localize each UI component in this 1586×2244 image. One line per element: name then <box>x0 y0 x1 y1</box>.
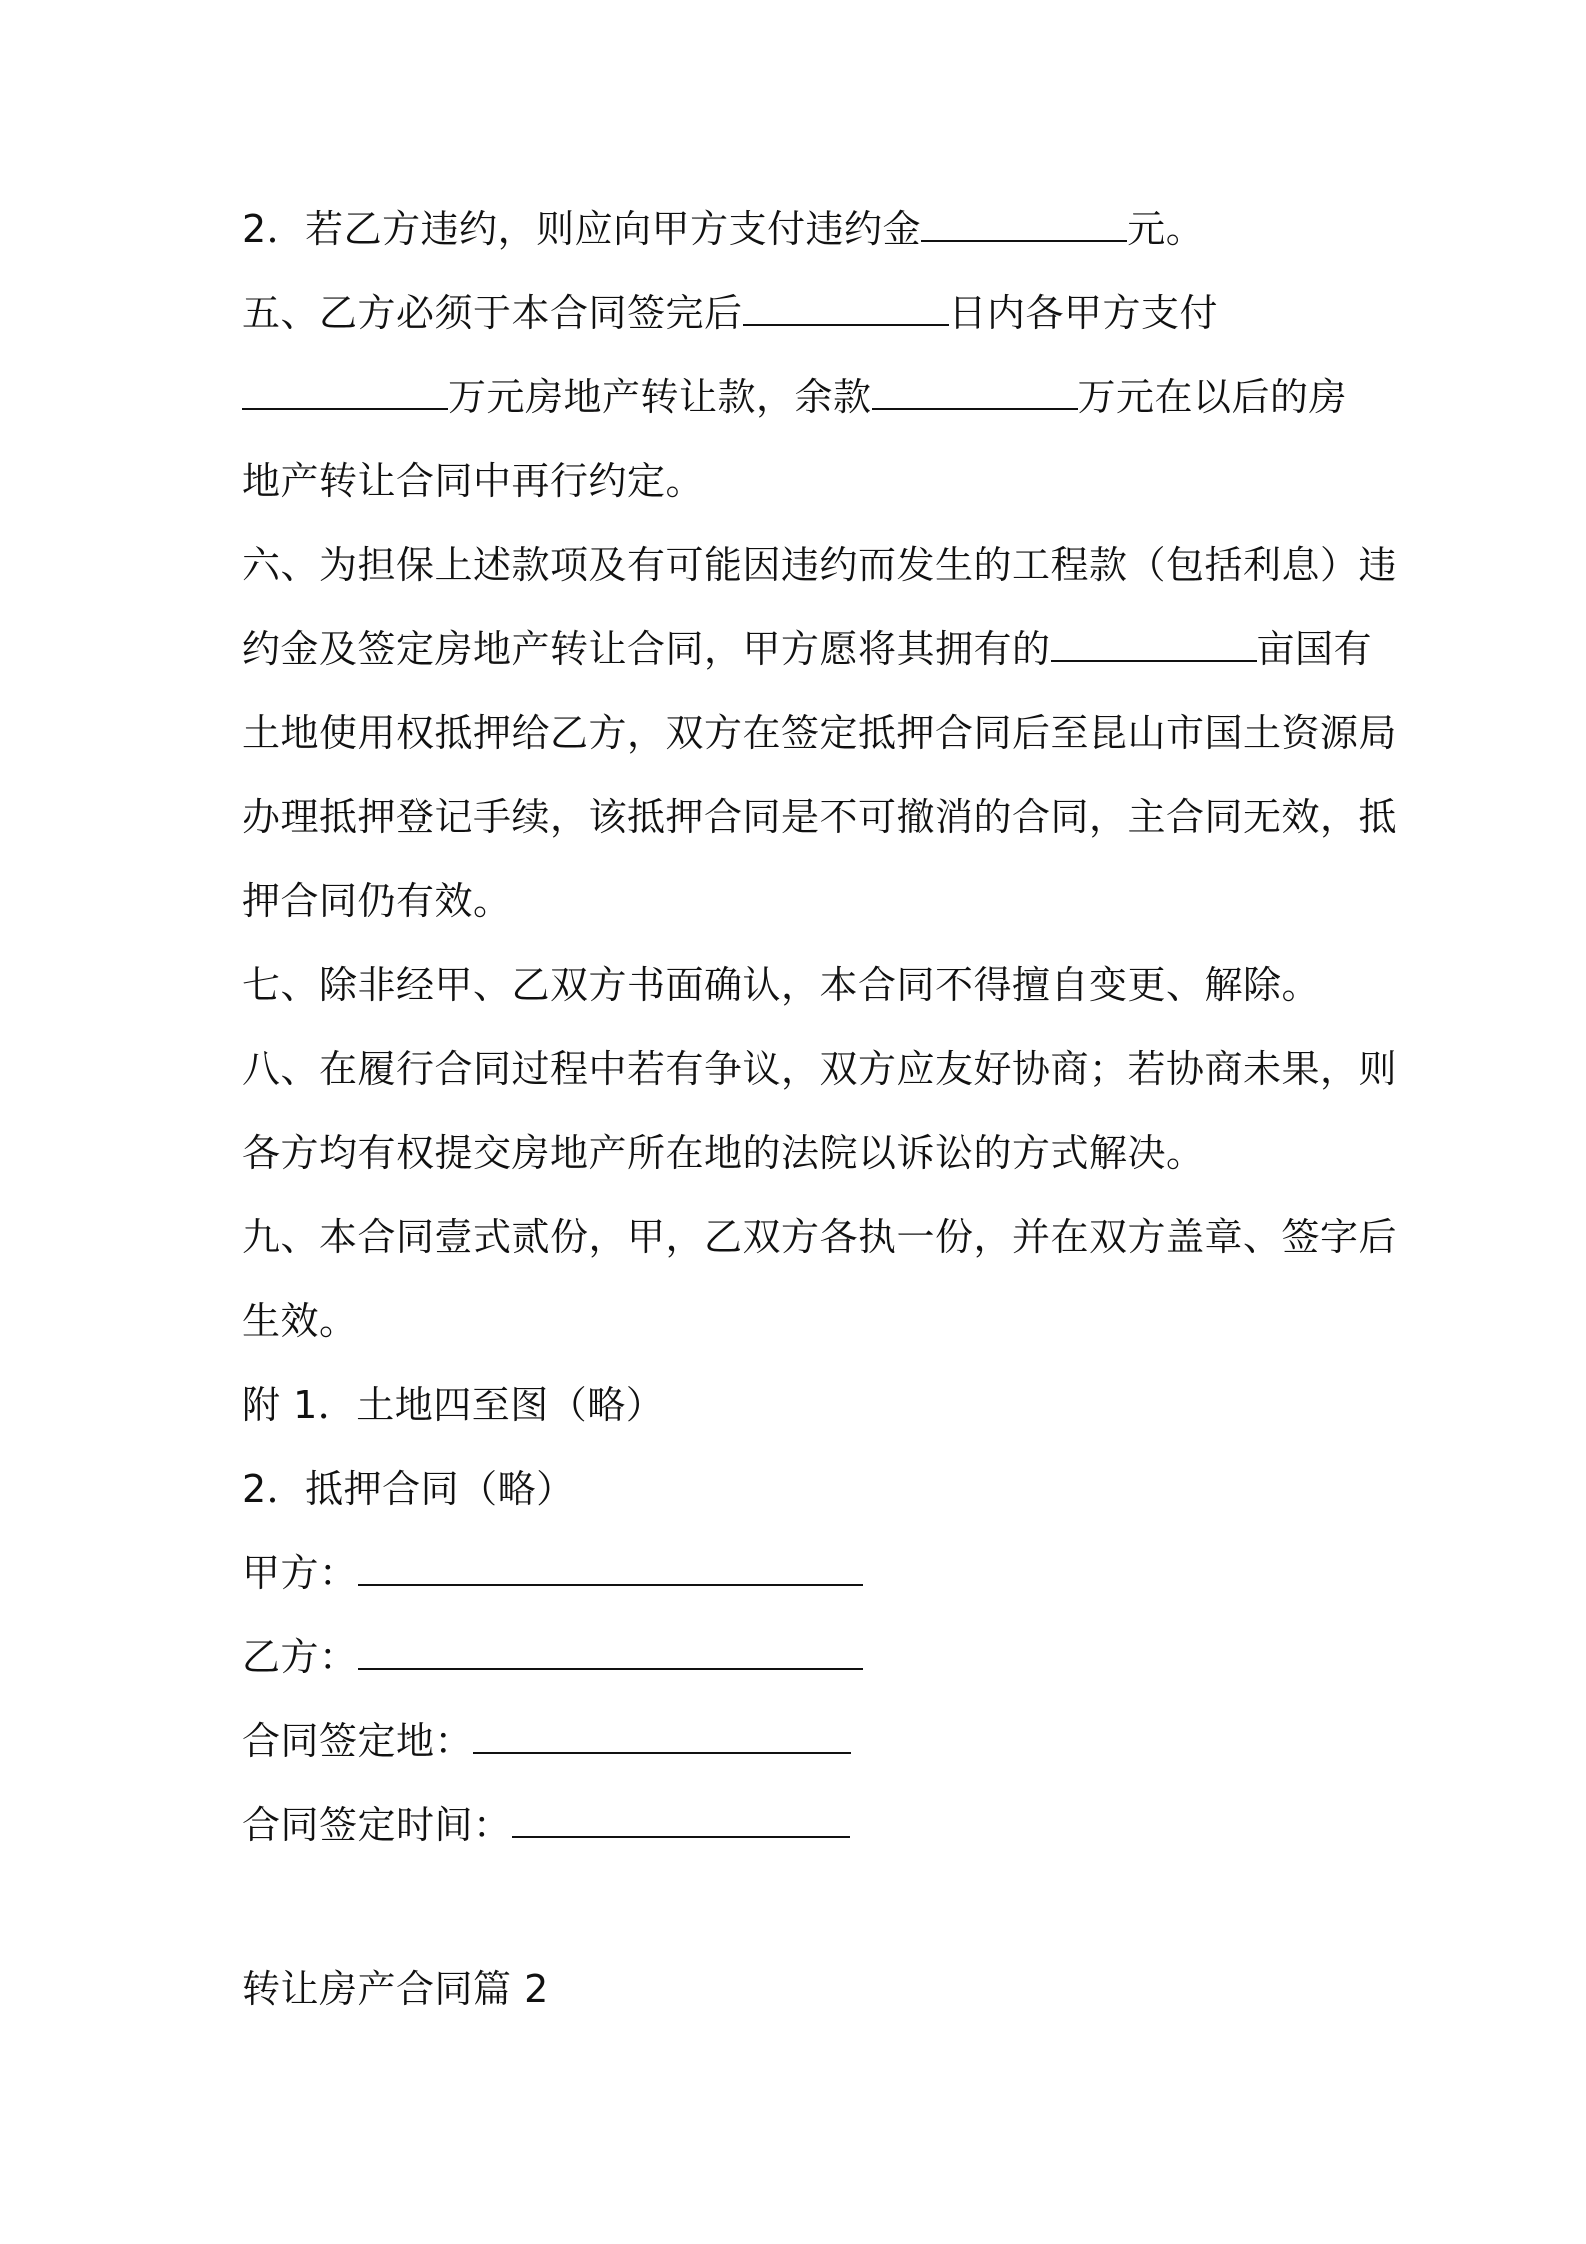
signing-place-field[interactable] <box>473 1718 851 1754</box>
text: 2．若乙方违约，则应向甲方支付违约金 <box>242 207 922 251</box>
clause-6-line-4 <box>242 793 1398 841</box>
clause-9-line-2 <box>242 1297 1362 1345</box>
clause-8-line-1 <box>242 1045 1398 1093</box>
text: 生效。 <box>242 1299 358 1343</box>
clause-5-line-2 <box>242 373 1362 421</box>
text: 办理抵押登记手续，该抵押合同是不可撤消的合同，主合同无效，抵 <box>242 795 1398 839</box>
blank-field[interactable] <box>743 290 949 326</box>
text: 押合同仍有效。 <box>242 879 512 923</box>
clause-8-line-2 <box>242 1129 1362 1177</box>
blank-field[interactable] <box>242 374 448 410</box>
signing-time <box>242 1801 1362 1849</box>
label: 甲方： <box>242 1551 358 1595</box>
text: 九、本合同壹式贰份，甲，乙双方各执一份，并在双方盖章、签字后 <box>242 1215 1398 1259</box>
clause-5-line-1 <box>242 289 1362 337</box>
clause-5-line-3 <box>242 457 1362 505</box>
appendix-1 <box>242 1381 1362 1429</box>
text: 转让房产合同篇 2 <box>242 1967 549 2011</box>
text: 地产转让合同中再行约定。 <box>242 459 705 503</box>
label: 合同签定地： <box>242 1719 474 1763</box>
party-b-field[interactable] <box>358 1634 863 1670</box>
label: 合同签定时间： <box>242 1803 512 1847</box>
text: 亩国有 <box>1256 627 1373 671</box>
signing-time-field[interactable] <box>512 1802 850 1838</box>
clause-6-line-1 <box>242 541 1398 589</box>
label: 乙方： <box>242 1635 358 1679</box>
text: 各方均有权提交房地产所在地的法院以诉讼的方式解决。 <box>242 1131 1205 1175</box>
text: 土地使用权抵押给乙方，双方在签定抵押合同后至昆山市国土资源局 <box>242 711 1398 755</box>
party-a-field[interactable] <box>358 1550 863 1586</box>
text: 七、除非经甲、乙双方书面确认，本合同不得擅自变更、解除。 <box>242 963 1321 1007</box>
text: 日内各甲方支付 <box>948 291 1219 335</box>
text: 2．抵押合同（略） <box>242 1467 575 1511</box>
clause-6-line-3 <box>242 709 1398 757</box>
signing-place <box>242 1717 1362 1765</box>
party-a-signature <box>242 1549 1362 1597</box>
clause-6-line-5 <box>242 877 1362 925</box>
text: 六、为担保上述款项及有可能因违约而发生的工程款（包括利息）违 <box>242 543 1398 587</box>
blank-field[interactable] <box>921 206 1127 242</box>
text: 约金及签定房地产转让合同，甲方愿将其拥有的 <box>242 627 1051 671</box>
text: 八、在履行合同过程中若有争议，双方应友好协商；若协商未果，则 <box>242 1047 1398 1091</box>
text: 五、乙方必须于本合同签完后 <box>242 291 743 335</box>
appendix-2 <box>242 1465 1362 1513</box>
text: 万元在以后的房 <box>1077 375 1348 419</box>
clause-7 <box>242 961 1362 1009</box>
text: 元。 <box>1127 207 1205 251</box>
blank-field[interactable] <box>872 374 1078 410</box>
party-b-signature <box>242 1633 1362 1681</box>
clause-9-line-1 <box>242 1213 1398 1261</box>
clause-2-penalty <box>242 205 1362 253</box>
text: 万元房地产转让款，余款 <box>448 375 872 419</box>
text: 附 1．土地四至图（略） <box>242 1383 665 1427</box>
blank-field[interactable] <box>1051 626 1257 662</box>
clause-6-line-2 <box>242 625 1373 673</box>
section-heading <box>242 1965 1362 2013</box>
